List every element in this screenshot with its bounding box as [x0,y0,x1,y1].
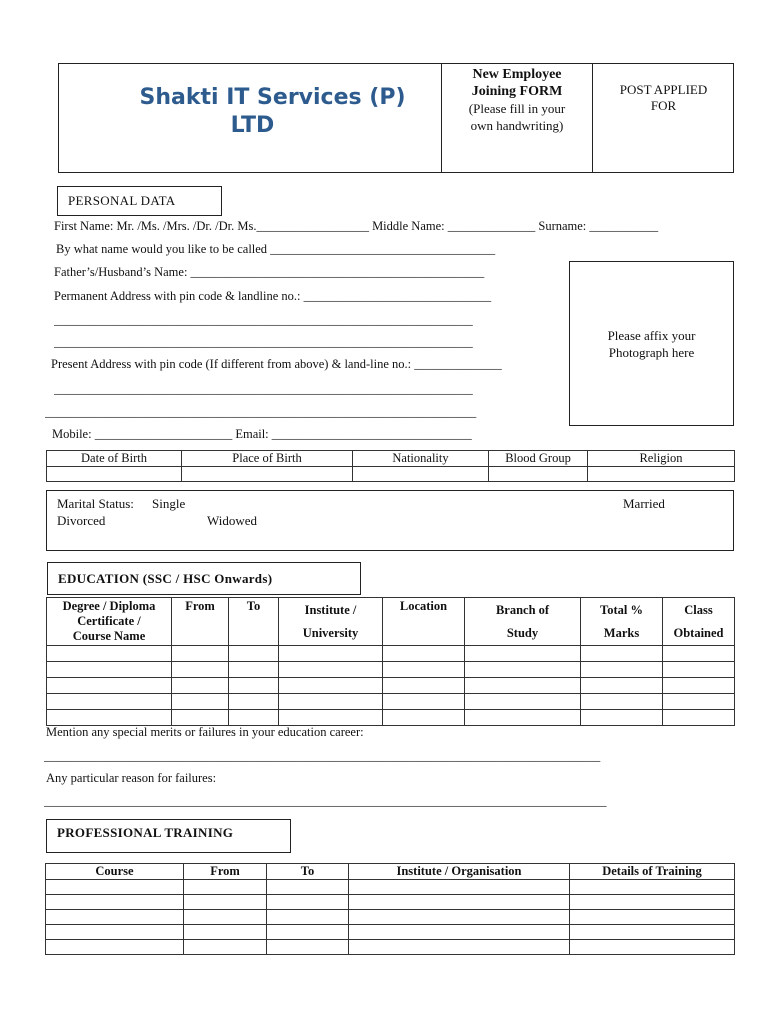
table-cell[interactable] [489,467,588,482]
table-cell[interactable] [279,678,383,694]
form-title-block [442,66,592,134]
header-line: Branch of [495,603,550,617]
professional-training-heading: PROFESSIONAL TRAINING [46,819,291,853]
name-field-line[interactable]: First Name: Mr. /Ms. /Mrs. /Dr. /Dr. Ms.__________________ Middle Name: ______________ Surname: ___________ [54,219,659,233]
marital-option-divorced[interactable]: Divorced [57,513,106,528]
edu-header-institute [279,598,383,646]
table-cell[interactable] [570,925,735,940]
table-row [47,662,735,678]
header-line: University [302,626,359,640]
marital-option-married[interactable]: Married [623,496,665,511]
merits-field-line[interactable]: _________________________________________________________________________________________ [44,749,601,763]
photo-text-line1: Please affix your [607,327,696,343]
table-cell[interactable] [349,910,570,925]
table-cell[interactable] [47,646,172,662]
header-line: Institute / [304,603,357,617]
header-line: Study [506,626,539,640]
edu-header-branch [465,598,581,646]
table-row [47,678,735,694]
table-cell[interactable] [172,694,229,710]
table-cell[interactable] [184,880,267,895]
header-line: Class [684,603,713,617]
table-cell[interactable] [46,925,184,940]
header-line: Total % [600,603,643,617]
table-header: Course [46,864,184,880]
header-divider-2 [592,63,593,173]
table-header: Nationality [353,451,489,467]
table-cell[interactable] [383,694,465,710]
table-header: Institute / Organisation [349,864,570,880]
table-cell[interactable] [570,895,735,910]
marital-option-single[interactable]: Single [152,496,186,511]
edu-header-to [229,598,279,646]
permanent-address-field-line[interactable]: Permanent Address with pin code & landline no.: ______________________________ [54,289,492,303]
table-cell[interactable] [383,710,465,726]
table-cell[interactable] [581,646,663,662]
table-header: Religion [588,451,735,467]
table-cell[interactable] [47,662,172,678]
permanent-address-blank-2[interactable]: ___________________________________________________________________ [54,335,473,349]
table-cell[interactable] [570,940,735,955]
form-note-line1: (Please fill in your [468,101,566,116]
table-header: From [184,864,267,880]
table-cell[interactable] [353,467,489,482]
mobile-email-field-line[interactable]: Mobile: ______________________ Email: ________________________________ [52,427,472,441]
table-cell[interactable] [267,925,349,940]
table-cell[interactable] [229,694,279,710]
table-cell[interactable] [267,895,349,910]
form-title-line2: Joining FORM [471,84,563,99]
table-header: Blood Group [489,451,588,467]
table-cell[interactable] [383,678,465,694]
form-note-line2: own handwriting) [470,118,564,133]
table-header: To [267,864,349,880]
table-cell[interactable] [172,678,229,694]
edu-header-marks [581,598,663,646]
form-title-line1: New Employee [472,67,562,82]
table-cell[interactable] [47,467,182,482]
table-cell[interactable] [184,925,267,940]
company-name-line1: Shakti IT Services (P) [139,85,406,110]
table-cell[interactable] [267,880,349,895]
table-cell[interactable] [279,646,383,662]
table-row [47,646,735,662]
header-line: Obtained [673,626,724,640]
header-line: To [246,599,261,613]
post-applied-line1: POST APPLIED [619,82,708,97]
failure-reason-label: Any particular reason for failures: [46,771,217,785]
table-cell[interactable] [182,467,353,482]
table-cell[interactable] [349,925,570,940]
table-cell[interactable] [383,662,465,678]
table-row [46,880,735,895]
table-cell[interactable] [465,694,581,710]
table-cell[interactable] [229,710,279,726]
called-name-field-line[interactable]: By what name would you like to be called ____________________________________ [56,242,496,256]
header-line: Course Name [72,629,146,643]
table-cell[interactable] [172,710,229,726]
table-cell[interactable] [349,880,570,895]
table-cell[interactable] [581,710,663,726]
table-cell[interactable] [267,910,349,925]
table-cell[interactable] [229,678,279,694]
present-address-blank-1[interactable]: ___________________________________________________________________ [54,382,473,396]
marital-status-label: Marital Status: [57,496,134,511]
company-name-line2: LTD [230,113,275,138]
training-table [45,863,735,955]
header-line: From [185,599,215,613]
table-cell[interactable] [570,880,735,895]
table-cell[interactable] [663,662,735,678]
table-cell[interactable] [663,694,735,710]
failure-reason-field-line[interactable]: __________________________________________________________________________________________ [44,794,607,808]
table-cell[interactable] [279,662,383,678]
table-row [46,940,735,955]
header-line: Degree / Diploma [62,599,156,613]
table-row [47,710,735,726]
header-line: Location [399,599,448,613]
table-cell[interactable] [349,895,570,910]
table-cell[interactable] [581,678,663,694]
table-row [46,910,735,925]
table-header: Details of Training [570,864,735,880]
table-cell[interactable] [172,646,229,662]
post-applied-label [593,82,734,114]
table-cell[interactable] [465,678,581,694]
table-cell[interactable] [663,710,735,726]
table-cell[interactable] [465,710,581,726]
table-cell[interactable] [588,467,735,482]
table-cell[interactable] [46,895,184,910]
father-husband-field-line[interactable]: Father’s/Husband’s Name: _______________________________________________ [54,265,485,279]
merits-label: Mention any special merits or failures in your education career: [46,725,364,739]
table-cell[interactable] [581,662,663,678]
table-header: Date of Birth [47,451,182,467]
table-row [46,925,735,940]
table-cell[interactable] [184,895,267,910]
table-cell[interactable] [383,646,465,662]
education-heading: EDUCATION (SSC / HSC Onwards) [47,562,361,595]
edu-header-location [383,598,465,646]
post-applied-line2: FOR [650,98,677,113]
edu-header-from [172,598,229,646]
table-cell[interactable] [465,646,581,662]
present-address-blank-2[interactable]: _____________________________________________________________________ [45,405,477,419]
table-cell[interactable] [465,662,581,678]
table-header: Place of Birth [182,451,353,467]
marital-option-widowed[interactable]: Widowed [207,513,258,528]
table-cell[interactable] [279,694,383,710]
edu-header-class [663,598,735,646]
table-cell[interactable] [663,646,735,662]
education-table [46,597,735,726]
table-cell[interactable] [184,940,267,955]
table-cell[interactable] [267,940,349,955]
table-row [47,694,735,710]
table-cell[interactable] [279,710,383,726]
table-cell[interactable] [229,662,279,678]
table-cell[interactable] [663,678,735,694]
photo-box[interactable] [569,261,734,426]
header-line: Marks [603,626,640,640]
permanent-address-blank-1[interactable]: ___________________________________________________________________ [54,313,473,327]
table-cell[interactable] [47,710,172,726]
table-cell[interactable] [47,694,172,710]
personal-data-heading: PERSONAL DATA [57,186,222,216]
header-line: Certificate / [77,614,141,628]
table-cell[interactable] [581,694,663,710]
table-cell[interactable] [46,910,184,925]
table-cell[interactable] [349,940,570,955]
company-name [100,84,445,140]
table-cell[interactable] [229,646,279,662]
table-cell[interactable] [570,910,735,925]
edu-header-course [47,598,172,646]
table-cell[interactable] [46,940,184,955]
table-cell[interactable] [47,678,172,694]
table-cell[interactable] [46,880,184,895]
personal-details-table [46,450,735,482]
present-address-field-line[interactable]: Present Address with pin code (If different from above) & land-line no.: ______________ [51,357,502,371]
table-row [46,895,735,910]
table-cell[interactable] [172,662,229,678]
photo-text-line2: Photograph here [608,344,695,360]
table-cell[interactable] [184,910,267,925]
